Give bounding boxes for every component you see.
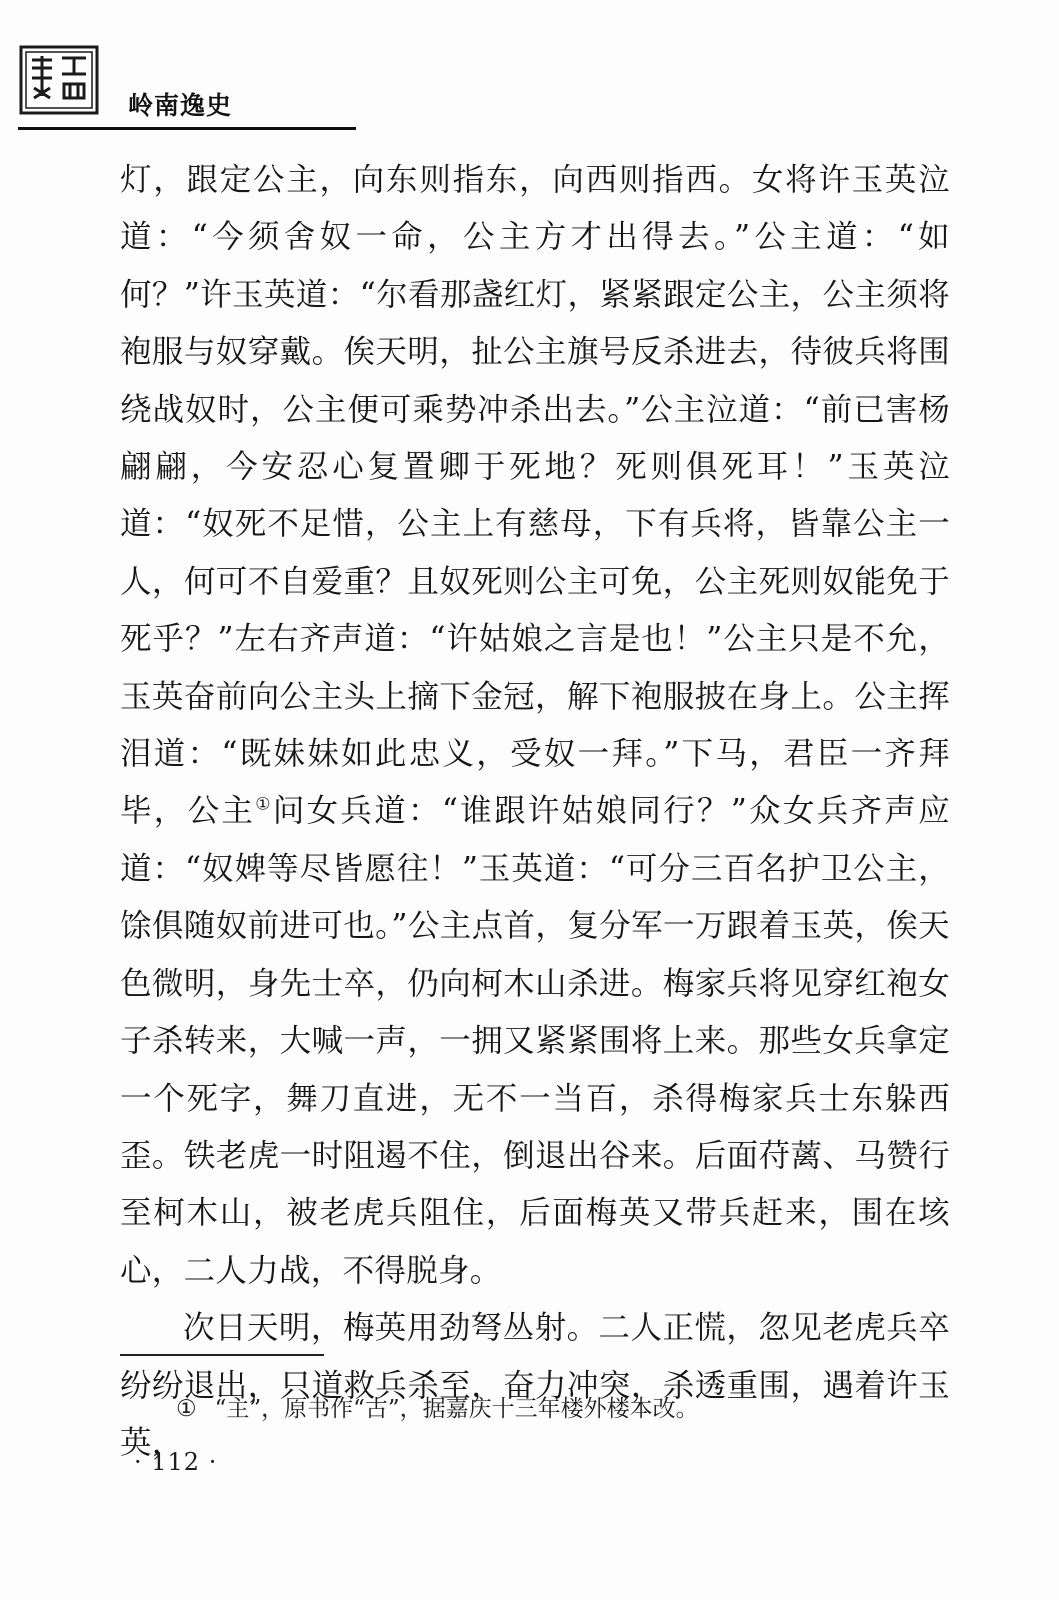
paragraph-2: 次日天明，梅英用劲弩丛射。二人正慌，忽见老虎兵卒纷纷退出，只道救兵杀至，奋力冲突，杀透重围，遇着许玉英， [120, 1310, 950, 1461]
seal-logo [18, 44, 100, 116]
footnote-text: “主”，原书作“古”，据嘉庆十三年楼外楼本改。 [214, 1396, 699, 1422]
seal-logo-icon [18, 44, 100, 116]
footnote [176, 1394, 699, 1424]
header-rule [18, 127, 356, 130]
page-number: · 112 · [134, 1448, 218, 1476]
running-header-title: 岭南逸史 [128, 91, 233, 120]
paragraph-1 [120, 152, 950, 1300]
body-text [120, 152, 950, 1472]
footnote-marker: ① [176, 1396, 197, 1422]
paragraph-1-text-b: 问女兵道：“谁跟许姑娘同行？”众女兵齐声应道：“奴婢等尽皆愿往！”玉英道：“可分三百名护卫公主，馀俱随奴前进可也。”公主点首，复分军一万跟着玉英，俟天色微明，身先士卒，仍向柯木山杀进。梅家兵将见穿红袍女子杀转来，大喊一声，一拥又紧紧围将上来。那些女兵拿定一个死字，舞刀直进，无不一当百，杀得梅家兵士东躲西歪。铁老虎一时阻遏不住，倒退出谷来。后面苻蓠、马赞行至柯木山，被老虎兵阻住，后面梅英又带兵赶来，围在垓心，二人力战，不得脱身。 [120, 793, 951, 1289]
paragraph-1-text-a: 灯，跟定公主，向东则指东，向西则指西。女将许玉英泣道：“今须舍奴一命，公主方才出得去。”公主道：“如何？”许玉英道：“尔看那盏红灯，紧紧跟定公主，公主须将袍服与奴穿戴。俟天明，扯公主旗号反杀进去，待彼兵将围绕战奴时，公主便可乘势冲杀出去。”公主泣道：“前已害杨翩翩，今安忍心复置卿于死地？死则俱死耳！”玉英泣道：“奴死不足惜，公主上有慈母，下有兵将，皆靠公主一人，何可不自爱重？且奴死则公主可免，公主死则奴能免于死乎？”左右齐声道：“许姑娘之言是也！”公主只是不允，玉英奋前向公主头上摘下金冠，解下袍服披在身上。公主挥泪道：“既妹妹如此忠义，受奴一拜。”下马，君臣一齐拜毕，公主 [120, 162, 950, 830]
footnote-rule [120, 1354, 324, 1356]
footnote-reference: ① [255, 794, 273, 815]
